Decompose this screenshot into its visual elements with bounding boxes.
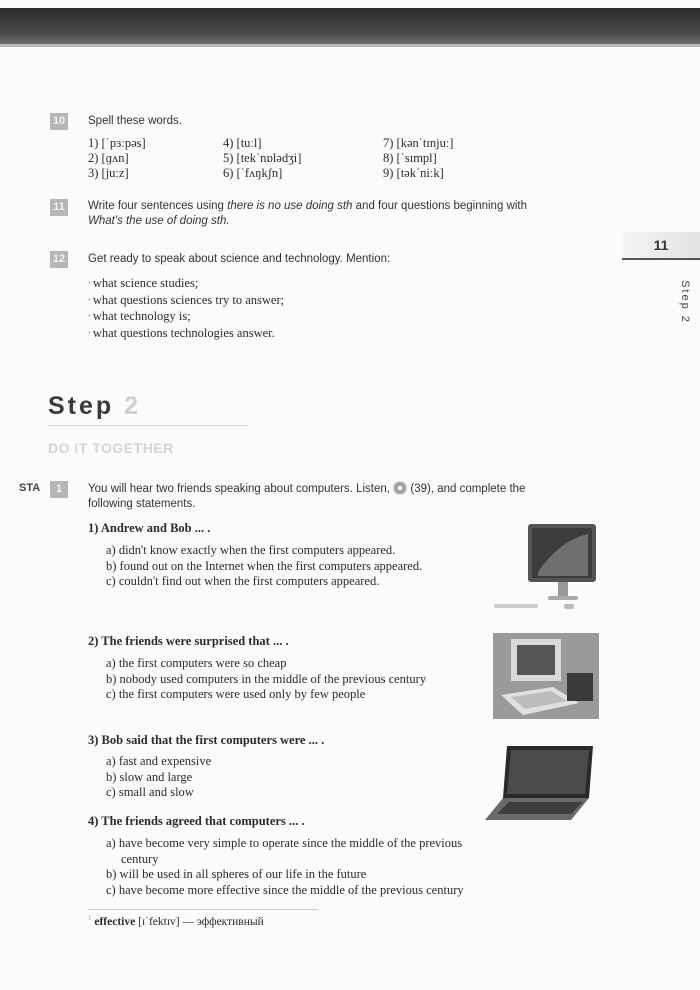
exercise-instruction xyxy=(88,481,608,512)
footnote-mark: 1 xyxy=(88,914,92,922)
side-step-label: Step 2 xyxy=(678,280,691,324)
question-stem: 1) Andrew and Bob ... . xyxy=(88,521,211,535)
answer-options xyxy=(106,754,471,801)
instruction-text: Write four sentences using xyxy=(88,200,228,212)
answer-option: b) slow and large xyxy=(106,769,193,784)
bullet-item: ▪ what science studies; xyxy=(88,275,284,292)
exercise-number: 12 xyxy=(50,251,68,268)
answer-option: a) the first computers were so cheap xyxy=(106,656,287,670)
answer-option: a) fast and expensive xyxy=(106,754,212,768)
instruction-text: following statements. xyxy=(88,498,196,510)
instruction-text: You will hear two friends speaking about computers. Listen, xyxy=(88,483,390,495)
word-column-2 xyxy=(223,136,301,181)
transcription-item: 8) [ˈsɪmpl] xyxy=(383,151,437,165)
footnote-divider xyxy=(88,909,318,910)
answer-option: b) found out on the Internet when the first computers appeared. xyxy=(106,558,423,573)
question-stem: 4) The friends agreed that computers ... . xyxy=(88,814,305,828)
bullet-item: ▪ what questions sciences try to answer; xyxy=(88,292,284,309)
heading-divider xyxy=(48,425,248,426)
transcription-item: 3) [juːz] xyxy=(88,166,129,180)
transcription-item: 5) [tekˈnɒlədʒi] xyxy=(223,151,302,165)
question-stem: 2) The friends were surprised that ... . xyxy=(88,634,289,648)
exercise-number: 1 xyxy=(50,481,68,498)
answer-option: c) have become more effective since the middle of the previous century xyxy=(106,882,464,897)
section-title: DO IT TOGETHER xyxy=(48,440,174,456)
answer-options xyxy=(106,836,586,898)
answer-option: a) didn't know exactly when the first computers appeared. xyxy=(106,543,396,557)
exercise-instruction xyxy=(88,199,608,229)
transcription-item: 2) [ɡʌn] xyxy=(88,151,129,165)
answer-option: b) will be used in all spheres of our life in the future xyxy=(106,867,367,881)
instruction-text: (39), and complete the xyxy=(410,483,526,495)
laptop-image xyxy=(485,742,597,824)
answer-option: a) have become very simple to operate since the middle of the previous century xyxy=(106,836,463,866)
exercise-instruction: Spell these words. xyxy=(88,115,182,127)
bullet-item: ▪ what questions technologies answer. xyxy=(88,325,284,342)
word-column-3 xyxy=(383,136,453,181)
bullet-list xyxy=(88,275,284,341)
answer-option: c) small and slow xyxy=(106,785,194,799)
step-number: 2 xyxy=(124,392,142,420)
step-heading xyxy=(48,392,141,421)
exercise-instruction: Get ready to speak about science and technology. Mention: xyxy=(88,253,391,265)
audio-cd-icon[interactable] xyxy=(393,481,407,495)
instruction-italic: What's the use of doing sth. xyxy=(88,215,230,227)
answer-options xyxy=(106,543,471,590)
footnote-word: effective xyxy=(94,915,136,928)
word-column-1 xyxy=(88,136,146,181)
exercise-number: 11 xyxy=(50,199,68,216)
transcription-item: 7) [kənˈtɪnjuː] xyxy=(383,136,454,150)
transcription-item: 9) [təkˈniːk] xyxy=(383,166,444,180)
question-stem: 3) Bob said that the first computers were ... . xyxy=(88,733,325,747)
bullet-item: ▪ what technology is; xyxy=(88,308,284,325)
answer-option: c) the first computers were used only by few people xyxy=(106,687,366,701)
desktop-computer-image xyxy=(490,520,602,612)
answer-option: b) nobody used computers in the middle of the previous century xyxy=(106,671,427,686)
step-word: Step xyxy=(48,392,115,420)
footnote xyxy=(88,914,264,928)
instruction-text: and four questions beginning with xyxy=(352,200,527,212)
answer-option: c) couldn't find out when the first computers appeared. xyxy=(106,574,380,588)
page-header-bar xyxy=(0,8,700,44)
exercise-number: 10 xyxy=(50,113,68,130)
instruction-italic: there is no use doing sth xyxy=(227,200,353,212)
transcription-item: 6) [ˈfʌŋkʃn] xyxy=(223,166,283,180)
vintage-computer-image xyxy=(493,633,599,719)
transcription-item: 1) [ˈpɜːpəs] xyxy=(88,136,146,150)
side-mark: STA xyxy=(19,482,41,494)
transcription-item: 4) [tuːl] xyxy=(223,136,262,150)
answer-options xyxy=(106,656,471,703)
page-number: 11 xyxy=(622,232,700,260)
footnote-text: [ɪˈfektɪv] — эффективный xyxy=(135,915,264,928)
